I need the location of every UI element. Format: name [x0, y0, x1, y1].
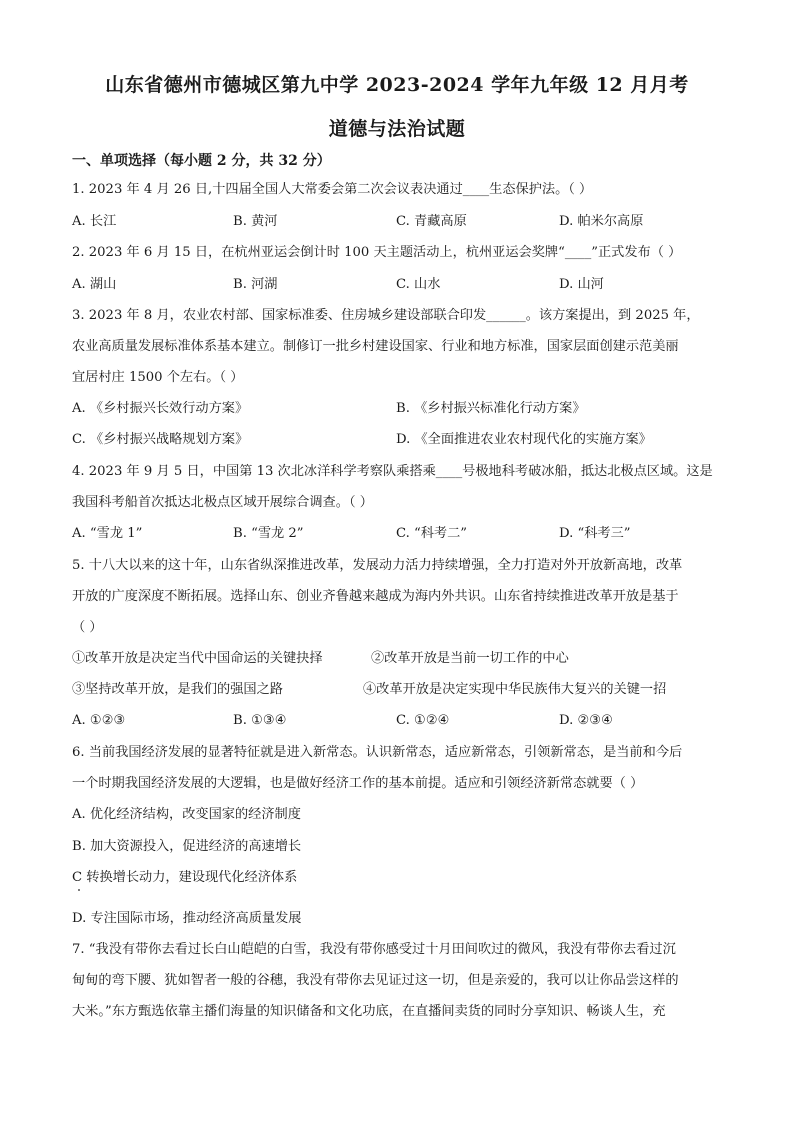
question-3-stem-line-1: 3. 2023 年 8 月，农业农村部、国家标准委、住房城乡建设部联合印发______。该方案提出，到 2025 年， — [72, 308, 700, 323]
question-4-stem-line-2: 我国科考船首次抵达北极点区域开展综合调查。（ ） — [72, 495, 373, 510]
q6-option-d: D. 专注国际市场，推动经济高质量发展 — [72, 911, 302, 926]
q6-option-a: A. 优化经济结构，改变国家的经济制度 — [72, 807, 301, 822]
q2-option-a: A. 湖山 — [72, 277, 117, 292]
q5-option-c: C. ①②④ — [396, 713, 450, 728]
q1-option-c: C. 青藏高原 — [396, 214, 467, 229]
question-7-stem-line-3: 大米。”东方甄选依靠主播们海量的知识储备和文化功底，在直播间卖货的同时分享知识、畅谈人生，充 — [72, 1004, 666, 1019]
section-heading: 一、单项选择（每小题 2 分，共 32 分） — [72, 153, 331, 169]
q2-option-c: C. 山水 — [396, 277, 441, 292]
q6-option-c: C 转换增长动力，建设现代化经济体系 — [72, 870, 298, 885]
q3-option-a: A. 《乡村振兴长效行动方案》 — [72, 401, 249, 416]
q5-statement-3: ③坚持改革开放，是我们的强国之路 — [72, 682, 283, 697]
question-7-stem-line-2: 甸甸的弯下腰、犹如智者一般的谷穗，我没有带你去见证过这一切，但是亲爱的，我可以让你品尝这样的 — [72, 973, 679, 988]
question-6-stem-line-2: 一个时期我国经济发展的大逻辑，也是做好经济工作的基本前提。适应和引领经济新常态就要（ ） — [72, 776, 644, 791]
question-3-stem-line-3: 宜居村庄 1500 个左右。（ ） — [72, 370, 244, 385]
q5-option-a: A. ①②③ — [72, 713, 126, 728]
question-5-stem-line-2: 开放的广度深度不断拓展。选择山东、创业齐鲁越来越成为海内外共识。山东省持续推进改革开放是基于 — [72, 589, 679, 604]
q2-option-b: B. 河湖 — [233, 277, 278, 292]
question-4-stem-line-1: 4. 2023 年 9 月 5 日，中国第 13 次北冰洋科学考察队乘搭乘____号极地科考破冰船，抵达北极点区域。这是 — [72, 464, 713, 479]
question-6-stem-line-1: 6. 当前我国经济发展的显著特征就是进入新常态。认识新常态，适应新常态，引领新常态，是当前和今后 — [72, 745, 683, 760]
q5-option-d: D. ②③④ — [559, 713, 613, 728]
question-5-stem-line-1: 5. 十八大以来的这十年，山东省纵深推进改革，发展动力活力持续增强，全力打造对外开放新高地，改革 — [72, 558, 683, 573]
question-2-stem: 2. 2023 年 6 月 15 日，在杭州亚运会倒计时 100 天主题活动上，杭州亚运会奖牌“____”正式发布（ ） — [72, 245, 682, 260]
stray-dot-mark — [78, 889, 80, 891]
q4-option-c: C. “科考二” — [396, 526, 468, 541]
question-1-stem: 1. 2023 年 4 月 26 日,十四届全国人大常委会第二次会议表决通过____生态保护法。（ ） — [72, 182, 593, 197]
q5-statement-4: ④改革开放是决定实现中华民族伟大复兴的关键一招 — [363, 682, 667, 697]
q2-option-d: D. 山河 — [559, 277, 604, 292]
q3-option-b: B. 《乡村振兴标准化行动方案》 — [396, 401, 586, 416]
q4-option-d: D. “科考三” — [559, 526, 631, 541]
q5-statement-2: ②改革开放是当前一切工作的中心 — [371, 651, 569, 666]
exam-subtitle: 道德与法治试题 — [328, 118, 466, 140]
q1-option-d: D. 帕米尔高原 — [559, 214, 644, 229]
question-7-stem-line-1: 7. “我没有带你去看过长白山皑皑的白雪，我没有带你感受过十月田间吹过的微风，我没有带你去看过沉 — [72, 942, 676, 957]
q1-option-b: B. 黄河 — [233, 214, 278, 229]
q1-option-a: A. 长江 — [72, 214, 117, 229]
question-5-stem-line-3: （ ） — [72, 620, 103, 635]
q6-option-b: B. 加大资源投入，促进经济的高速增长 — [72, 839, 302, 854]
q4-option-a: A. “雪龙 1” — [72, 526, 143, 541]
q4-option-b: B. “雪龙 2” — [233, 526, 304, 541]
question-3-stem-line-2: 农业高质量发展标准体系基本建立。制修订一批乡村建设国家、行业和地方标准，国家层面创建示范美丽 — [72, 339, 679, 354]
q5-statement-1: ①改革开放是决定当代中国命运的关键抉择 — [72, 651, 323, 666]
q3-option-d: D. 《全面推进农业农村现代化的实施方案》 — [396, 432, 652, 447]
q3-option-c: C. 《乡村振兴战略规划方案》 — [72, 432, 249, 447]
exam-title: 山东省德州市德城区第九中学 2023-2024 学年九年级 12 月月考 — [105, 74, 689, 96]
q5-option-b: B. ①③④ — [233, 713, 287, 728]
